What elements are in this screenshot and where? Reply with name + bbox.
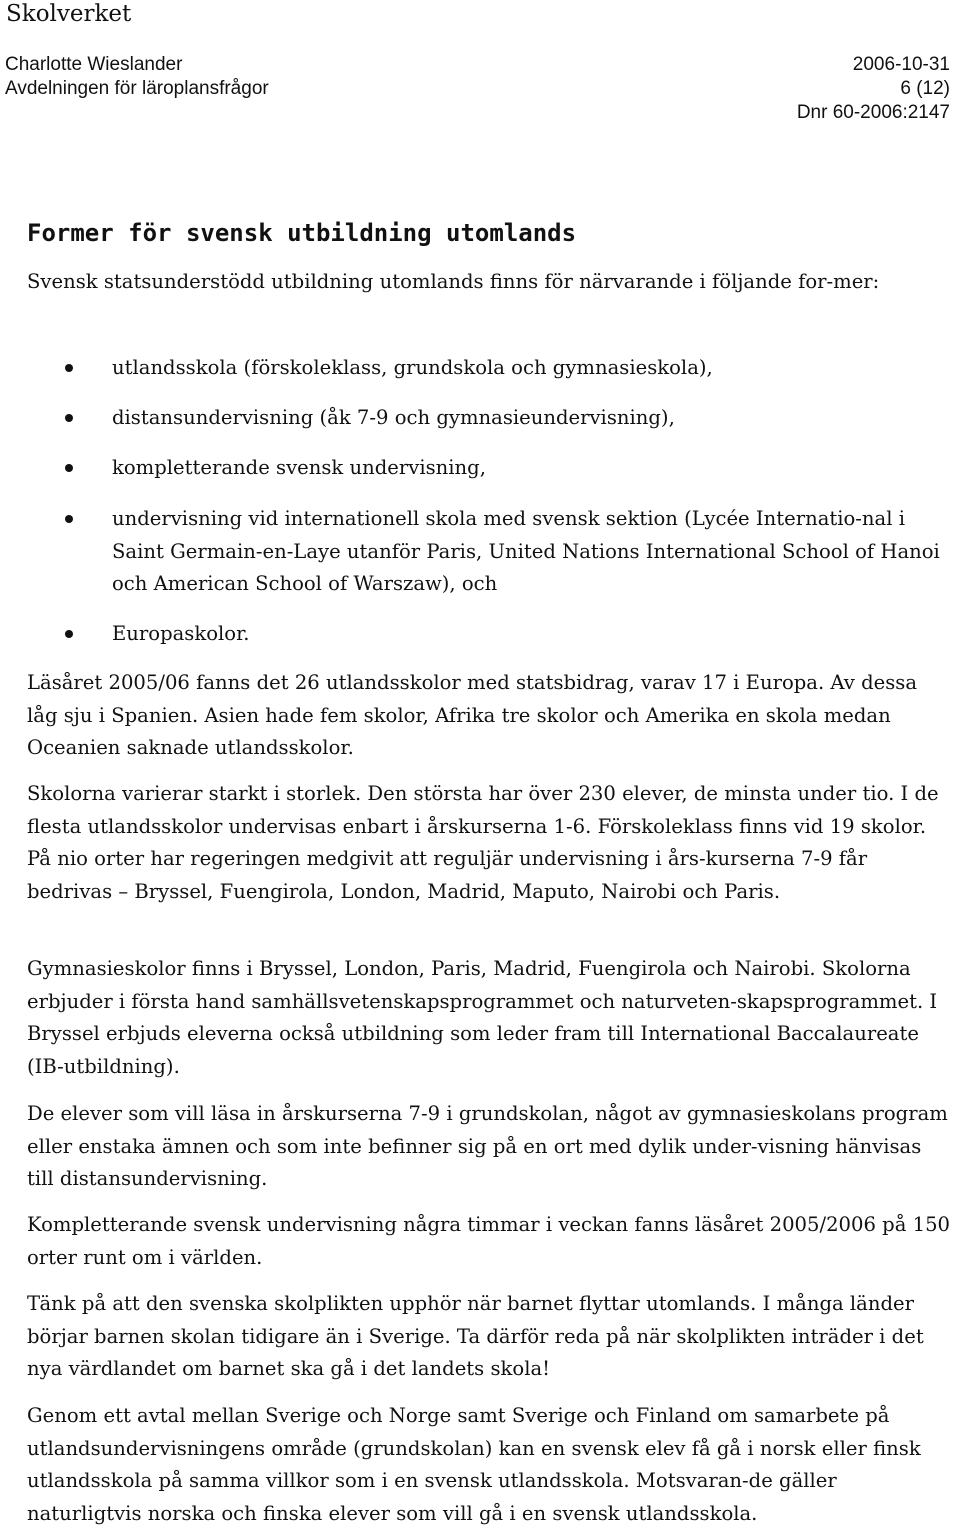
- department-name: Avdelningen för läroplansfrågor: [5, 78, 269, 99]
- paragraph-supplementary-teaching: Kompletterande svensk undervisning några timmar i veckan fanns läsåret 2005/2006 på 150 orter runt om i världen.: [27, 1213, 951, 1269]
- bullet-icon: [65, 464, 73, 472]
- list-item-text: utlandsskola (förskoleklass, grundskola och gymnasieskola),: [112, 356, 713, 379]
- bullet-icon: [65, 364, 73, 372]
- organization-name: Skolverket: [6, 1, 132, 27]
- list-item-text: distansundervisning (åk 7-9 och gymnasieundervisning),: [112, 406, 675, 429]
- list-item-text: kompletterande svensk undervisning,: [112, 456, 486, 479]
- bullet-icon: [65, 414, 73, 422]
- page-number: 6 (12): [900, 78, 950, 99]
- document-date: 2006-10-31: [852, 54, 950, 75]
- registration-number: Dnr 60-2006:2147: [796, 102, 950, 123]
- paragraph-upper-secondary: Gymnasieskolor finns i Bryssel, London, Paris, Madrid, Fuengirola och Nairobi. Skolorna erbjuder i första hand samhällsvetenskapsprogrammet och naturveten-skapsprogrammet. I Bryssel erbjuds eleverna också utbildning som leder fram till International Baccalaureate (IB-utbildning).: [27, 957, 938, 1078]
- bullet-icon: [65, 515, 73, 523]
- paragraph-compulsory-schooling: Tänk på att den svenska skolplikten upphör när barnet flyttar utomlands. I många länder börjar barnen skolan tidigare än i Sverige. Ta därför reda på när skolplikten inträder i det nya värdlandet om barnet ska gå i det landets skola!: [27, 1292, 924, 1380]
- paragraph-school-count: Läsåret 2005/06 fanns det 26 utlandsskolor med statsbidrag, varav 17 i Europa. Av dessa låg sju i Spanien. Asien hade fem skolor, Afrika tre skolor och Amerika en skola medan Oceanien saknade utlandsskolor.: [27, 671, 918, 759]
- list-item: [112, 452, 947, 485]
- paragraph-nordic-agreement: Genom ett avtal mellan Sverige och Norge samt Sverige och Finland om samarbete på utlandsundervisningens område (grundskolan) kan en svensk elev få gå i norsk eller finsk utlandsskola på samma villkor som i en svensk utlandsskola. Motsvaran-de gäller naturligtvis norska och finska elever som vill gå i en svensk utlandsskola.: [27, 1404, 921, 1525]
- section-heading: Former för svensk utbildning utomlands: [27, 219, 577, 247]
- list-item: [112, 402, 947, 435]
- list-item: [112, 352, 947, 385]
- intro-paragraph: Svensk statsunderstödd utbildning utomlands finns för närvarande i följande for-mer:: [27, 270, 880, 293]
- paragraph-distance-learning: De elever som vill läsa in årskurserna 7-9 i grundskolan, något av gymnasieskolans program eller enstaka ämnen och som inte befinner sig på en ort med dylik under-visning hänvisas till distansundervisning.: [27, 1102, 948, 1190]
- paragraph-school-size: Skolorna varierar starkt i storlek. Den största har över 230 elever, de minsta under tio. I de flesta utlandsskolor undervisas enbart i årskurserna 1-6. Förskoleklass finns vid 19 skolor. På nio orter har regeringen medgivit att reguljär undervisning i års-kurserna 7-9 får bedrivas – Bryssel, Fuengirola, London, Madrid, Maputo, Nairobi och Paris.: [27, 782, 939, 903]
- list-item: [112, 618, 947, 651]
- list-item-text: undervisning vid internationell skola med svensk sektion (Lycée Internatio-nal i Saint Germain-en-Laye utanför Paris, United Nations International School of Hanoi och American School of Warszaw), och: [112, 507, 940, 595]
- list-item: [112, 503, 947, 601]
- author-name: Charlotte Wieslander: [5, 54, 183, 75]
- bullet-icon: [65, 630, 73, 638]
- list-item-text: Europaskolor.: [112, 622, 250, 645]
